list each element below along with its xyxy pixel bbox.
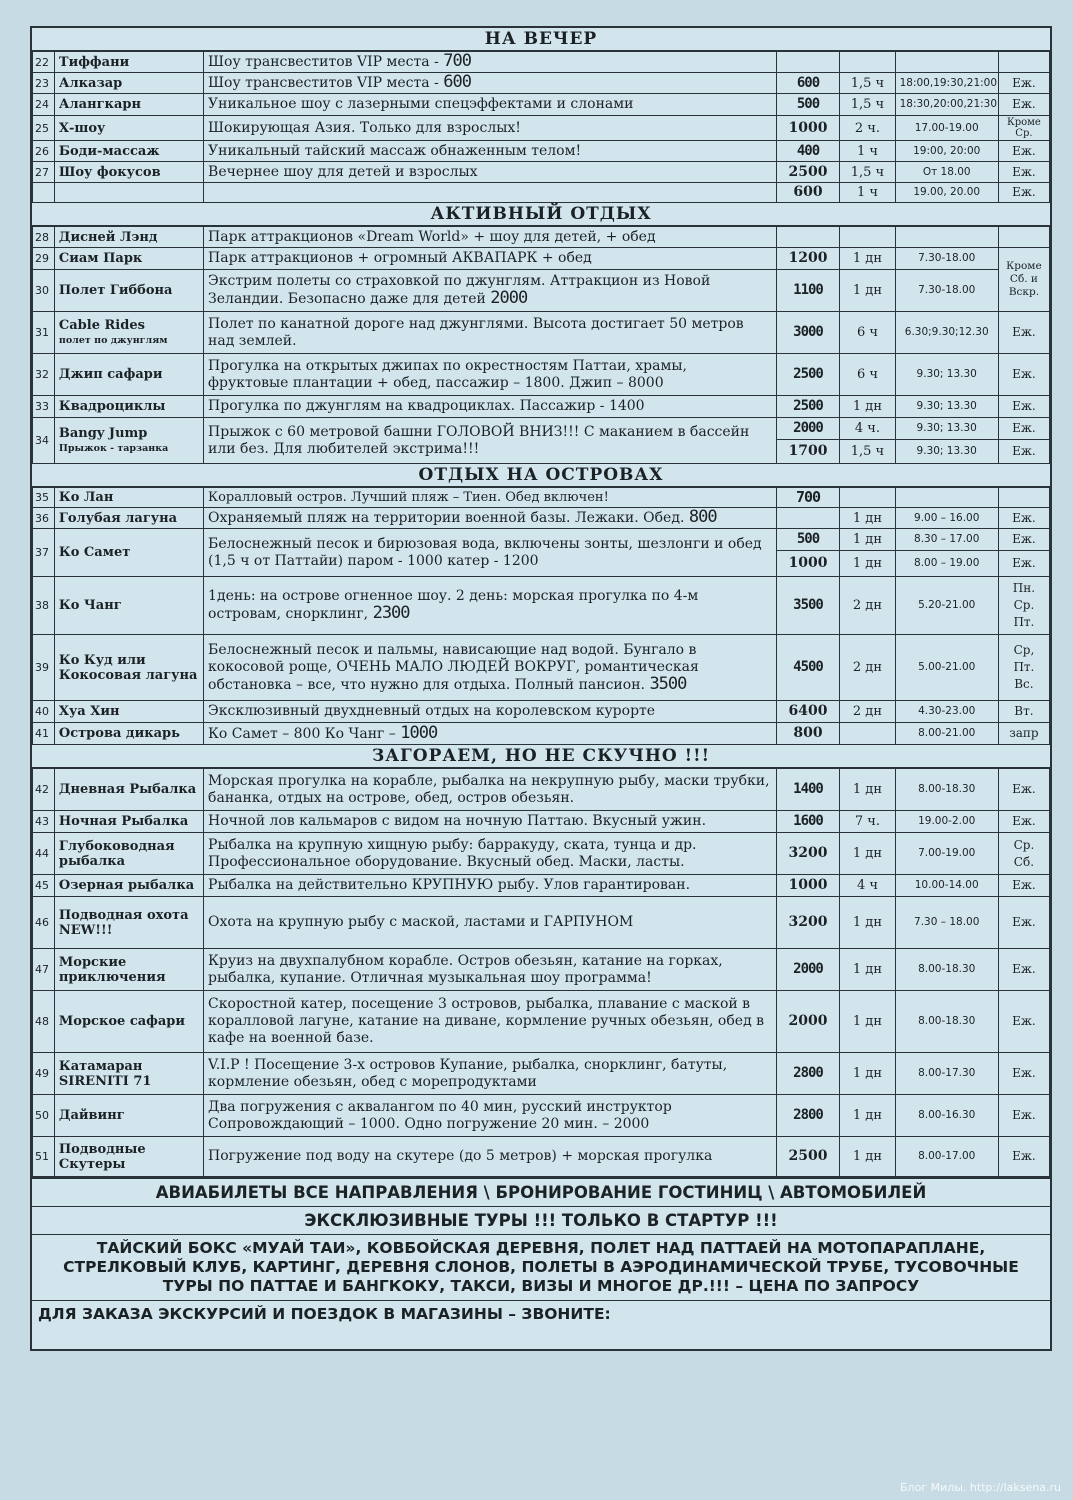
handwritten-note: 3500	[649, 673, 687, 694]
row-number: 26	[33, 141, 55, 162]
tour-name: Катамаран SIRENITI 71	[54, 1053, 203, 1095]
row-number: 38	[33, 577, 55, 635]
tour-duration: 1 ч	[840, 141, 895, 162]
tour-duration: 4 ч	[840, 875, 895, 897]
table-row	[33, 52, 1050, 73]
table-row	[33, 1095, 1050, 1137]
tour-duration: 1,5 ч	[840, 162, 895, 183]
row-number: 36	[33, 508, 55, 529]
tour-name: Квадроциклы	[54, 396, 203, 418]
tour-duration: 1 дн	[840, 1095, 895, 1137]
row-number: 33	[33, 396, 55, 418]
tour-time: 5.00-21.00	[895, 635, 998, 701]
tour-days: Еж.	[998, 529, 1049, 551]
table-row	[33, 227, 1050, 248]
tour-duration: 1 дн	[840, 1053, 895, 1095]
tour-description: Коралловый остров. Лучший пляж – Тиен. Обед включен!	[204, 488, 777, 508]
tour-description: Рыбалка на действительно КРУПНУЮ рыбу. Улов гарантирован.	[204, 875, 777, 897]
tour-duration: 7 ч.	[840, 811, 895, 833]
tour-description: Ночной лов кальмаров с видом на ночную Паттаю. Вкусный ужин.	[204, 811, 777, 833]
tour-price: 6400	[776, 701, 840, 723]
row-number: 46	[33, 897, 55, 949]
tour-duration: 1 дн	[840, 897, 895, 949]
tour-name: Голубая лагуна	[54, 508, 203, 529]
tour-duration: 1 дн	[840, 769, 895, 811]
tour-description: V.I.P ! Посещение 3-х островов Купание, рыбалка, снорклинг, батуты, кормление обезьян, обед с морепродуктами	[204, 1053, 777, 1095]
tour-name-sub: Прыжок - тарзанка	[58, 442, 169, 454]
tour-days	[998, 52, 1049, 73]
tour-name: Сиам Парк	[54, 248, 203, 270]
tour-description: Эксклюзивный двухдневный отдых на королевском курорте	[204, 701, 777, 723]
row-number: 34	[33, 418, 55, 464]
tour-name: Глубоководная рыбалка	[54, 833, 203, 875]
footer-extra-tours: ТАЙСКИЙ БОКС «МУАЙ ТАИ», КОВБОЙСКАЯ ДЕРЕВНЯ, ПОЛЕТ НАД ПАТТАЕЙ НА МОТОПАРАПЛАНЕ, СТРЕЛКОВЫЙ КЛУБ, КАРТИНГ, ДЕРЕВНЯ СЛОНОВ, ПОЛЕТЫ В АЭРОДИНАМИЧЕСКОЙ ТРУБЕ, ТУСОВОЧНЫЕ ТУРЫ ПО ПАТТАЕ И БАНГКОКУ, ТАКСИ, ВИЗЫ И МНОГОЕ ДР.!!! – ЦЕНА ПО ЗАПРОСУ	[32, 1235, 1050, 1301]
table-row	[33, 833, 1050, 875]
table-row	[33, 811, 1050, 833]
row-number: 50	[33, 1095, 55, 1137]
tour-description: Рыбалка на крупную хищную рыбу: барракуду, ската, тунца и др. Профессиональное оборудование. Вкусный обед. Маски, ласты.	[204, 833, 777, 875]
tour-name: Боди-массаж	[54, 141, 203, 162]
tour-duration: 6 ч	[840, 354, 895, 396]
tour-price: 2000	[776, 418, 840, 440]
footer	[32, 1177, 1050, 1349]
table-row	[33, 418, 1050, 440]
tour-time: 17.00-19.00	[895, 116, 998, 141]
tour-days: Еж.	[998, 73, 1049, 94]
section-islands: ОТДЫХ НА ОСТРОВАХ	[32, 464, 1050, 487]
tour-price: 2800	[776, 1053, 840, 1095]
table-row	[33, 94, 1050, 116]
tour-price: 700	[776, 488, 840, 508]
tour-days: Еж.	[998, 418, 1049, 440]
tour-name: Полет Гиббона	[54, 270, 203, 312]
tour-time: 10.00-14.00	[895, 875, 998, 897]
table-row	[33, 141, 1050, 162]
handwritten-note: 2300	[372, 603, 410, 623]
table-row	[33, 488, 1050, 508]
tour-description: Шокирующая Азия. Только для взрослых!	[204, 116, 777, 141]
tour-name: Ночная Рыбалка	[54, 811, 203, 833]
table-row	[33, 73, 1050, 94]
tour-time: 8.00-18.30	[895, 769, 998, 811]
tour-description: Уникальный тайский массаж обнаженным телом!	[204, 141, 777, 162]
tour-price: 2800	[776, 1095, 840, 1137]
watermark: Блог Милы. http://laksena.ru	[900, 1481, 1061, 1494]
tour-days: Еж.	[998, 1137, 1049, 1177]
tour-time: 9.30; 13.30	[895, 354, 998, 396]
tour-time: 8.00-21.00	[895, 723, 998, 745]
row-number: 22	[33, 52, 55, 73]
table-row	[33, 1053, 1050, 1095]
tour-price: 1000	[776, 551, 840, 577]
tour-time: 9.30; 13.30	[895, 440, 998, 464]
tour-time: 7.30-18.00	[895, 248, 998, 270]
tour-description: Уникальное шоу с лазерными спецэффектами и слонами	[204, 94, 777, 116]
tour-description	[204, 270, 777, 312]
row-number: 42	[33, 769, 55, 811]
tour-description	[204, 723, 777, 745]
tour-days: Еж.	[998, 508, 1049, 529]
tour-price	[776, 52, 840, 73]
tour-time: 8.00-18.30	[895, 949, 998, 991]
tour-description: Парк аттракционов «Dream World» + шоу для детей, + обед	[204, 227, 777, 248]
tour-duration: 6 ч	[840, 312, 895, 354]
tour-price: 400	[776, 141, 840, 162]
tour-name: Морское сафари	[54, 991, 203, 1053]
row-number: 45	[33, 875, 55, 897]
row-number: 48	[33, 991, 55, 1053]
table-row	[33, 949, 1050, 991]
tour-duration: 1,5 ч	[840, 94, 895, 116]
tour-price: 1000	[776, 875, 840, 897]
tour-price: 2000	[776, 991, 840, 1053]
table-row	[33, 183, 1050, 203]
tour-name: Ко Лан	[54, 488, 203, 508]
tour-duration: 2 дн	[840, 635, 895, 701]
tour-price: 2500	[776, 162, 840, 183]
row-number: 31	[33, 312, 55, 354]
tour-description: Скоростной катер, посещение 3 островов, рыбалка, плавание с маской в коралловой лагуне, катание на диване, кормление ручных обезьян, обед в кафе на военной базе.	[204, 991, 777, 1053]
tour-time: 18:00,19:30,21:00	[895, 73, 998, 94]
tour-description: Прыжок с 60 метровой башни ГОЛОВОЙ ВНИЗ!!! С маканием в бассейн или без. Для любителей экстрима!!!	[204, 418, 777, 464]
tour-price: 2500	[776, 354, 840, 396]
section-evening: НА ВЕЧЕР	[32, 28, 1050, 51]
row-number: 37	[33, 529, 55, 577]
tour-days: Еж.	[998, 991, 1049, 1053]
tour-time: 7.00-19.00	[895, 833, 998, 875]
table-row	[33, 162, 1050, 183]
handwritten-note: 1000	[400, 722, 438, 743]
table-row	[33, 577, 1050, 635]
table-row	[33, 270, 1050, 312]
table-row	[33, 354, 1050, 396]
tour-days: Еж.	[998, 94, 1049, 116]
table-row	[33, 635, 1050, 701]
tour-description: Прогулка по джунглям на квадроциклах. Пассажир - 1400	[204, 396, 777, 418]
section-active: АКТИВНЫЙ ОТДЫХ	[32, 203, 1050, 226]
tour-days: Еж.	[998, 183, 1049, 203]
tour-duration: 1 ч	[840, 183, 895, 203]
description-text: Шоу трансвеститов VIP места -	[208, 75, 439, 91]
tour-time: 8.00-17.30	[895, 1053, 998, 1095]
table-row	[33, 116, 1050, 141]
tour-days: Еж.	[998, 949, 1049, 991]
tour-name-sub: полет по джунглям	[58, 334, 168, 346]
tour-days: Кроме Сб. и Вскр.	[998, 248, 1049, 312]
tour-price: 1200	[776, 248, 840, 270]
row-number: 24	[33, 94, 55, 116]
tour-time: 19:00, 20:00	[895, 141, 998, 162]
row-number: 44	[33, 833, 55, 875]
tour-duration: 2 дн	[840, 577, 895, 635]
tour-name: Подводная охота NEW!!!	[54, 897, 203, 949]
description-text: Белоснежный песок и пальмы, нависающие над водой. Бунгало в кокосовой роще, ОЧЕНЬ МАЛО ЛЮДЕЙ ВОКРУГ, романтическая обстановка – все, что нужно для отдыха. Полный пансион.	[208, 641, 699, 693]
tour-time: 8.00-17.00	[895, 1137, 998, 1177]
evening-table	[32, 51, 1050, 203]
tour-description: Погружение под воду на скутере (до 5 метров) + морская прогулка	[204, 1137, 777, 1177]
tour-days: Еж.	[998, 811, 1049, 833]
tour-name	[54, 312, 203, 354]
row-number: 27	[33, 162, 55, 183]
table-row	[33, 991, 1050, 1053]
description-text: 1день: на острове огненное шоу. 2 день: морская прогулка по 4-м островам, снорклинг,	[208, 588, 699, 622]
tour-description: Полет по канатной дороге над джунглями. Высота достигает 50 метров над землей.	[204, 312, 777, 354]
tour-name	[54, 418, 203, 464]
tour-time: 19.00-2.00	[895, 811, 998, 833]
tour-time: 7.30 – 18.00	[895, 897, 998, 949]
row-number: 28	[33, 227, 55, 248]
tour-days: Еж.	[998, 1053, 1049, 1095]
tour-price: 600	[776, 183, 840, 203]
tour-name: Морские приключения	[54, 949, 203, 991]
handwritten-note: 800	[688, 507, 717, 527]
tour-duration: 1 дн	[840, 833, 895, 875]
footer-exclusive: ЭКСКЛЮЗИВНЫЕ ТУРЫ !!! ТОЛЬКО В СТАРТУР !!!	[32, 1207, 1050, 1235]
tour-description: Два погружения с аквалангом по 40 мин, русский инструктор Сопровождающий – 1000. Одно погружение 20 мин. – 2000	[204, 1095, 777, 1137]
tour-duration: 1 дн	[840, 270, 895, 312]
description-text: Шоу трансвеститов VIP места -	[208, 54, 439, 70]
tour-description: Прогулка на открытых джипах по окрестностям Паттаи, храмы, фруктовые плантации + обед, пассажир – 1800. Джип – 8000	[204, 354, 777, 396]
tour-days: Еж.	[998, 396, 1049, 418]
description-text: Охраняемый пляж на территории военной базы. Лежаки. Обед.	[208, 510, 685, 526]
tour-name-text: Cable Rides	[58, 317, 145, 333]
tour-price: 2500	[776, 1137, 840, 1177]
tour-price: 800	[776, 723, 840, 745]
row-number: 47	[33, 949, 55, 991]
islands-table	[32, 487, 1050, 745]
tour-time: 4.30-23.00	[895, 701, 998, 723]
tour-name: Ко Самет	[54, 529, 203, 577]
tour-time: 5.20-21.00	[895, 577, 998, 635]
tour-price: 600	[776, 73, 840, 94]
tour-time: 8.00 – 19.00	[895, 551, 998, 577]
tour-days: Еж.	[998, 1095, 1049, 1137]
tour-time: 6.30;9.30;12.30	[895, 312, 998, 354]
tour-name: Тиффани	[54, 52, 203, 73]
tour-price: 1100	[776, 270, 840, 312]
tour-time	[895, 52, 998, 73]
tour-name: Алказар	[54, 73, 203, 94]
sunbathe-table	[32, 768, 1050, 1177]
table-row	[33, 723, 1050, 745]
tour-time: 9.00 – 16.00	[895, 508, 998, 529]
tour-name: Острова дикарь	[54, 723, 203, 745]
tour-description	[204, 508, 777, 529]
tour-duration: 2 дн	[840, 701, 895, 723]
tour-time: От 18.00	[895, 162, 998, 183]
tour-days: Ср. Сб.	[998, 833, 1049, 875]
tour-price: 1400	[776, 769, 840, 811]
footer-contact: ДЛЯ ЗАКАЗА ЭКСКУРСИЙ И ПОЕЗДОК В МАГАЗИНЫ – ЗВОНИТЕ:	[38, 1305, 611, 1323]
tour-duration: 1 дн	[840, 248, 895, 270]
tour-price: 3000	[776, 312, 840, 354]
tour-description: Охота на крупную рыбу с маской, ластами и ГАРПУНОМ	[204, 897, 777, 949]
tour-days: Пн. Ср. Пт.	[998, 577, 1049, 635]
tour-days: Еж.	[998, 440, 1049, 464]
tour-name: Дисней Лэнд	[54, 227, 203, 248]
table-row	[33, 769, 1050, 811]
table-row	[33, 312, 1050, 354]
tour-days: Еж.	[998, 551, 1049, 577]
table-row	[33, 248, 1050, 270]
active-table	[32, 226, 1050, 464]
tour-name: Хуа Хин	[54, 701, 203, 723]
row-number: 49	[33, 1053, 55, 1095]
tour-duration: 1 дн	[840, 551, 895, 577]
table-row	[33, 1137, 1050, 1177]
tour-description: Круиз на двухпалубном корабле. Остров обезьян, катание на горках, рыбалка, купание. Отличная музыкальная шоу программа!	[204, 949, 777, 991]
price-list-sheet	[30, 26, 1052, 1351]
tour-duration: 4 ч.	[840, 418, 895, 440]
tour-days: Еж.	[998, 897, 1049, 949]
tour-days: Еж.	[998, 769, 1049, 811]
table-row	[33, 508, 1050, 529]
tour-name: Подводные Скутеры	[54, 1137, 203, 1177]
tour-time: 18:30,20:00,21:30	[895, 94, 998, 116]
tour-days: Еж.	[998, 162, 1049, 183]
tour-duration: 1 дн	[840, 991, 895, 1053]
row-number: 39	[33, 635, 55, 701]
tour-description: Белоснежный песок и бирюзовая вода, включены зонты, шезлонги и обед (1,5 ч от Паттайи) паром - 1000 катер - 1200	[204, 529, 777, 577]
tour-price: 1600	[776, 811, 840, 833]
tour-description: Вечернее шоу для детей и взрослых	[204, 162, 777, 183]
tour-name: Х-шоу	[54, 116, 203, 141]
tour-price: 1700	[776, 440, 840, 464]
description-text: Экстрим полеты со страховкой по джунглям. Аттракцион из Новой Зеландии. Безопасно даже для детей	[208, 273, 711, 307]
tour-description	[204, 635, 777, 701]
tour-duration: 1,5 ч	[840, 440, 895, 464]
tour-price: 2500	[776, 396, 840, 418]
tour-name: Дневная Рыбалка	[54, 769, 203, 811]
tour-days: Вт.	[998, 701, 1049, 723]
tour-days: Ср, Пт. Вс.	[998, 635, 1049, 701]
tour-time: 9.30; 13.30	[895, 396, 998, 418]
tour-name: Шоу фокусов	[54, 162, 203, 183]
tour-name: Джип сафари	[54, 354, 203, 396]
table-row	[33, 396, 1050, 418]
tour-name: Дайвинг	[54, 1095, 203, 1137]
row-number: 40	[33, 701, 55, 723]
tour-price: 1000	[776, 116, 840, 141]
row-number: 35	[33, 488, 55, 508]
row-number: 30	[33, 270, 55, 312]
tour-time: 7.30-18.00	[895, 270, 998, 312]
handwritten-note: 600	[443, 72, 471, 92]
tour-duration: 2 ч.	[840, 116, 895, 141]
tour-price: 3200	[776, 833, 840, 875]
description-text: Ко Самет – 800 Ко Чанг –	[208, 725, 396, 742]
footer-services: АВИАБИЛЕТЫ ВСЕ НАПРАВЛЕНИЯ \ БРОНИРОВАНИЕ ГОСТИНИЦ \ АВТОМОБИЛЕЙ	[32, 1179, 1050, 1207]
tour-days: Кроме Ср.	[998, 116, 1049, 141]
tour-duration: 1 дн	[840, 1137, 895, 1177]
table-row	[33, 701, 1050, 723]
tour-name-text: Bangy Jump	[58, 425, 148, 441]
row-number: 32	[33, 354, 55, 396]
tour-description	[204, 577, 777, 635]
handwritten-note: 2000	[490, 288, 528, 308]
tour-name: Ко Куд или Кокосовая лагуна	[54, 635, 203, 701]
row-number: 29	[33, 248, 55, 270]
tour-time: 9.30; 13.30	[895, 418, 998, 440]
tour-description	[204, 52, 777, 73]
row-number: 23	[33, 73, 55, 94]
row-number: 41	[33, 723, 55, 745]
tour-price: 2000	[776, 949, 840, 991]
handwritten-note: 700	[443, 51, 471, 71]
tour-price: 500	[776, 529, 840, 551]
table-row	[33, 875, 1050, 897]
tour-time: 8.30 – 17.00	[895, 529, 998, 551]
tour-days: Еж.	[998, 875, 1049, 897]
tour-price: 500	[776, 94, 840, 116]
tour-days: Еж.	[998, 354, 1049, 396]
tour-duration: 1,5 ч	[840, 73, 895, 94]
tour-price: 4500	[776, 635, 840, 701]
tour-description: Парк аттракционов + огромный АКВАПАРК + обед	[204, 248, 777, 270]
tour-price: 3500	[776, 577, 840, 635]
tour-days: Еж.	[998, 141, 1049, 162]
tour-duration: 1 дн	[840, 396, 895, 418]
table-row	[33, 897, 1050, 949]
tour-time: 19.00, 20.00	[895, 183, 998, 203]
tour-duration: 1 дн	[840, 949, 895, 991]
tour-description: Морская прогулка на корабле, рыбалка на некрупную рыбу, маски трубки, бананка, отдых на острове, обед, остров обезьян.	[204, 769, 777, 811]
tour-price: 3200	[776, 897, 840, 949]
row-number: 43	[33, 811, 55, 833]
tour-name: Алангкарн	[54, 94, 203, 116]
row-number: 25	[33, 116, 55, 141]
tour-duration: 1 дн	[840, 508, 895, 529]
tour-name: Озерная рыбалка	[54, 875, 203, 897]
tour-duration: 1 дн	[840, 529, 895, 551]
row-number: 51	[33, 1137, 55, 1177]
tour-days: Еж.	[998, 312, 1049, 354]
tour-days: запр	[998, 723, 1049, 745]
tour-time: 8.00-18.30	[895, 991, 998, 1053]
table-row	[33, 529, 1050, 551]
tour-description	[204, 73, 777, 94]
section-sunbathe: ЗАГОРАЕМ, НО НЕ СКУЧНО !!!	[32, 745, 1050, 768]
tour-time: 8.00-16.30	[895, 1095, 998, 1137]
tour-name: Ко Чанг	[54, 577, 203, 635]
tour-duration	[840, 52, 895, 73]
